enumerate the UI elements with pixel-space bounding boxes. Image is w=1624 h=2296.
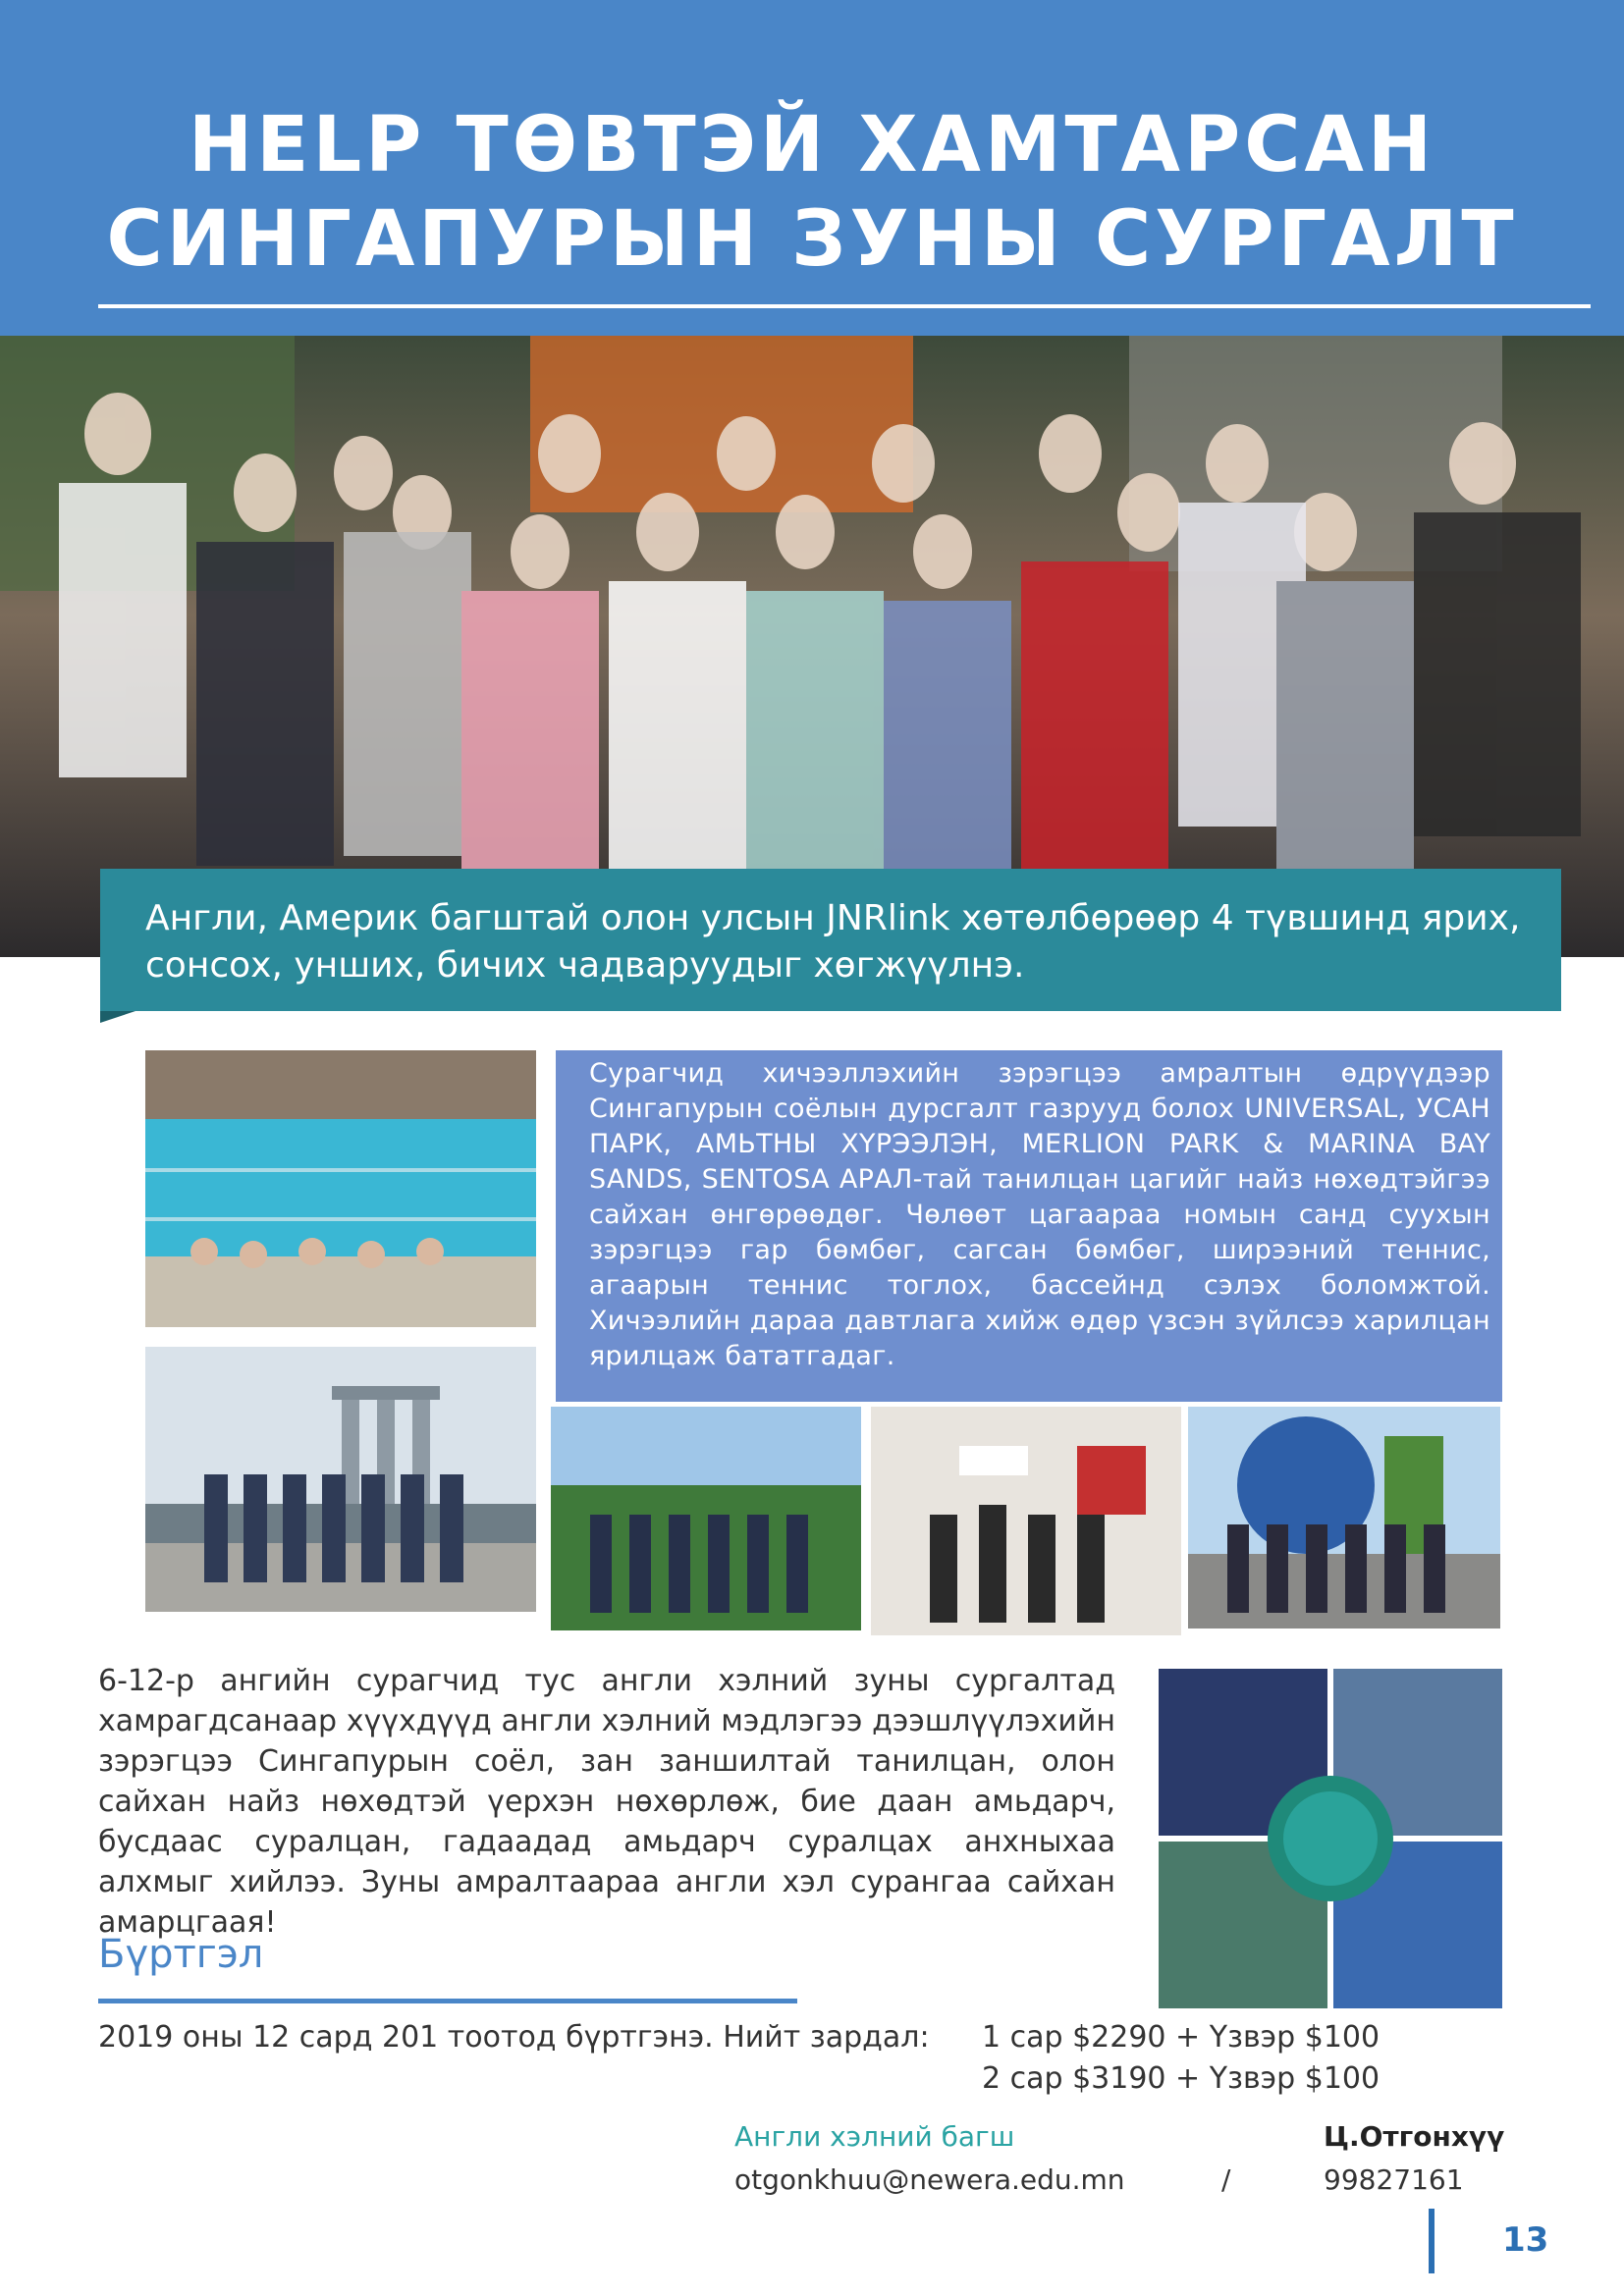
gardens-photo [551, 1407, 861, 1630]
page-number-bar [1429, 2209, 1435, 2273]
banner-text: Англи, Америк багштай олон улсын JNRlink хөтөлбөрөөр 4 түвшинд ярих, сонсох, унших, бичих чадваруудыг хөгжүүлнэ. [145, 898, 1521, 986]
info-box-text: Сурагчид хичээллэхийн зэрэгцээ амралтын өдрүүдээр Сингапурын соёлын дурсгалт газрууд болох UNIVERSAL, УСАН ПАРК, АМЬТНЫ ХҮРЭЭЛЭН, MERLION PARK & MARINA BAY SANDS, SENTOSA АРАЛ-тай танилцан цагийг найз нөхөдтэйгээ сайхан өнгөрөөдөг. Чөлөөт цагаараа номын санд суухын зэрэгцээ гар бөмбөг, сагсан бөмбөг, ширээний теннис, агаарын теннис тоглох, бассейнд сэлэх боломжтой. Хичээлийн дараа давтлага хийж өдөр үзсэн зүйлсээ харилцан ярилцаж бататгадаг. [589, 1058, 1490, 1371]
teacher-phone: 99827161 [1324, 2163, 1464, 2196]
school-office-photo [871, 1407, 1181, 1635]
page-number: 13 [1502, 2220, 1549, 2260]
universal-photo [1188, 1407, 1500, 1629]
price-two-months: 2 сар $3190 + Үзвэр $100 [982, 2061, 1380, 2096]
body-paragraph: 6-12-р ангийн сурагчид тус англи хэлний зуны сургалтад хамрагдсанаар хүүхдүүд англи хэлний мэдлэгээ дээшлүүлэхийн зэрэгцээ Сингапурын соёл, зан заншилтай танилцан, олон сайхан найз нөхөдтэй үерхэн нөхөрлөж, бие даан амьдарч, бусдаас суралцан, гадаадад амьдарч суралцах анхныхаа алхмыг хийлээ. Зуны амралтаараа англи хэл сурангаа сайхан амарцгаая! [98, 1664, 1115, 1940]
pool-photo [145, 1050, 536, 1327]
title-line-1: HELP ТӨВТЭЙ ХАМТАРСАН [188, 101, 1436, 189]
teacher-name: Ц.Отгонхүү [1324, 2120, 1505, 2153]
group-photo [0, 336, 1624, 957]
registration-info: 2019 оны 12 сард 201 тоотод бүртгэнэ. Нийт зардал: [98, 2020, 930, 2055]
title-line-2: СИНГАПУРЫН ЗУНЫ СУРГАЛТ [106, 195, 1518, 284]
banner-fold [100, 1011, 135, 1023]
registration-rule [98, 1999, 797, 2003]
price-one-month: 1 сар $2290 + Үзвэр $100 [982, 2020, 1380, 2055]
marina-bay-photo [145, 1347, 536, 1612]
page-title [0, 98, 1624, 287]
title-underline [98, 304, 1591, 308]
teacher-email[interactable]: otgonkhuu@newera.edu.mn [734, 2163, 1125, 2196]
teacher-role: Англи хэлний багш [734, 2120, 1015, 2153]
collage-photo [1159, 1669, 1502, 2008]
registration-heading: Бүртгэл [98, 1932, 264, 1977]
contact-separator: / [1221, 2163, 1231, 2196]
